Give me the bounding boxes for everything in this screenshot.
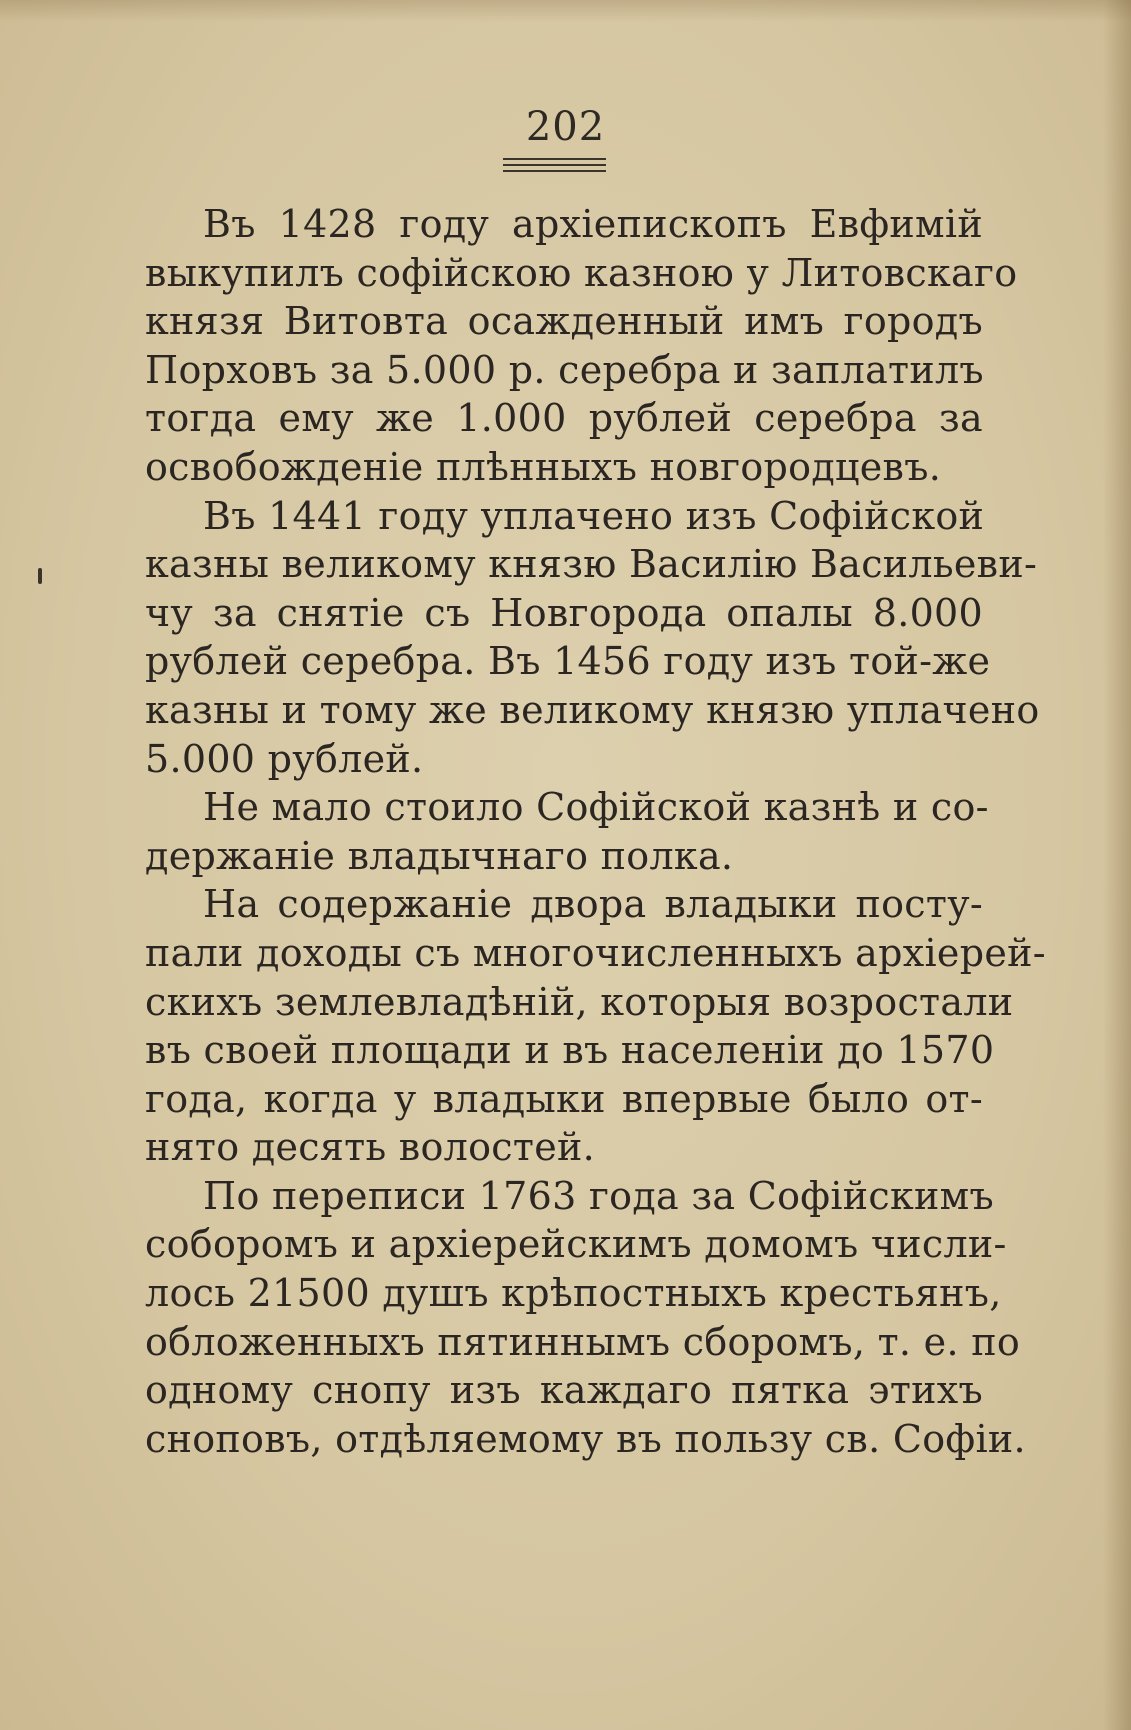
text-line: сноповъ, отдѣляемому въ пользу св. Софіи. bbox=[145, 1416, 1026, 1461]
text-line: На содержаніе двора владыки посту- bbox=[203, 882, 983, 927]
text-line: нято десять волостей. bbox=[145, 1125, 595, 1170]
text-line: По переписи 1763 года за Софійскимъ bbox=[203, 1173, 995, 1218]
text-line: казны великому князю Василію Васильеви- bbox=[145, 542, 1038, 587]
text-line: держаніе владычнаго полка. bbox=[145, 833, 734, 878]
header-rule bbox=[503, 158, 606, 160]
text-line: года, когда у владыки впервые было от- bbox=[145, 1076, 983, 1121]
text-line: обложенныхъ пятиннымъ сборомъ, т. е. по bbox=[145, 1319, 1021, 1364]
text-line: освобожденіе плѣнныхъ новгородцевъ. bbox=[145, 444, 942, 489]
text-line: скихъ землевладѣній, которыя возростали bbox=[145, 979, 1014, 1024]
text-line: казны и тому же великому князю уплачено bbox=[145, 687, 1040, 732]
text-line: рублей серебра. Въ 1456 году изъ той-же bbox=[145, 639, 991, 684]
text-line: чу за снятіе съ Новгорода опалы 8.000 bbox=[145, 590, 983, 635]
text-line: въ своей площади и въ населеніи до 1570 bbox=[145, 1028, 995, 1073]
text-line: князя Витовта осажденный имъ городъ bbox=[145, 299, 983, 344]
text-line: выкупилъ софійскою казною у Литовскаго bbox=[145, 250, 1018, 295]
text-line: Порховъ за 5.000 р. серебра и заплатилъ bbox=[145, 347, 984, 392]
text-line: Въ 1428 году архіепископъ Евфимій bbox=[203, 202, 983, 246]
page-shadow-right bbox=[1103, 0, 1131, 1730]
body-text bbox=[145, 200, 1046, 1463]
header-rule bbox=[503, 170, 606, 172]
page-shadow-top bbox=[0, 0, 1131, 22]
text-line: тогда ему же 1.000 рублей серебра за bbox=[145, 396, 983, 441]
text-line: Въ 1441 году уплачено изъ Софійской bbox=[203, 493, 985, 538]
page-number: 202 bbox=[525, 104, 606, 150]
text-line: соборомъ и архіерейскимъ домомъ числи- bbox=[145, 1222, 1007, 1267]
text-line: пали доходы съ многочисленныхъ архіерей- bbox=[145, 930, 1046, 975]
ink-mark bbox=[38, 568, 42, 584]
text-line: Не мало стоило Софійской казнѣ и со- bbox=[203, 785, 989, 830]
text-line: 5.000 рублей. bbox=[145, 736, 424, 781]
header-rule bbox=[503, 164, 606, 166]
text-line: одному снопу изъ каждаго пятка этихъ bbox=[145, 1368, 983, 1413]
text-line: лось 21500 душъ крѣпостныхъ крестьянъ, bbox=[145, 1271, 1002, 1316]
